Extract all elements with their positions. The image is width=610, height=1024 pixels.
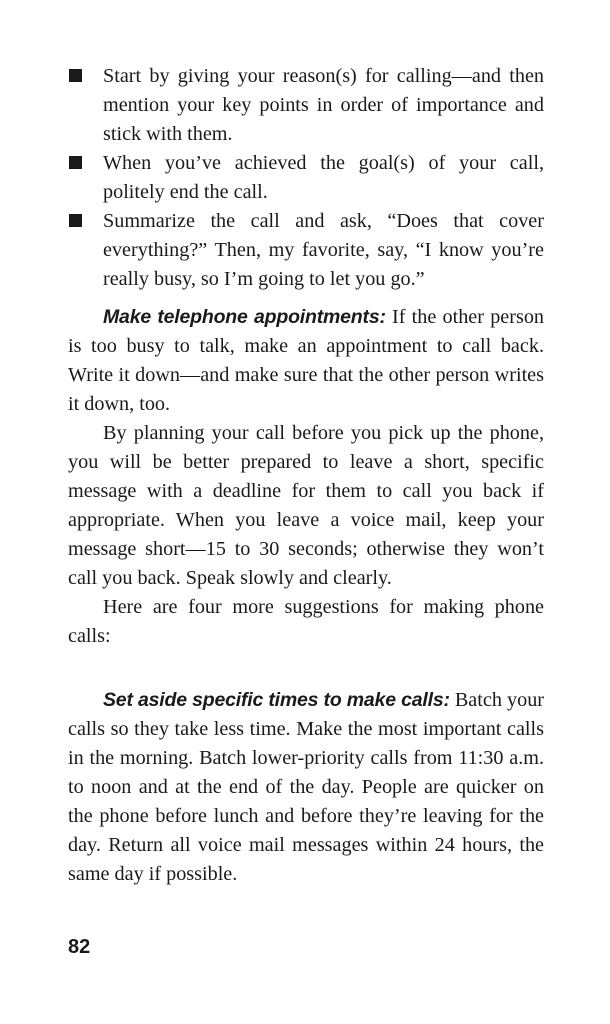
- bullet-text: Summarize the call and ask, “Does that cover everything?” Then, my favorite, say, “I know you’re really busy, so I’m going to let you go.”: [103, 210, 544, 290]
- square-bullet-icon: [69, 156, 82, 169]
- bullet-item: [68, 62, 544, 149]
- bullet-item: [68, 207, 544, 294]
- paragraph-suggestions-intro: Here are four more suggestions for making phone calls:: [68, 596, 544, 647]
- bullet-text: When you’ve achieved the goal(s) of your call, politely end the call.: [103, 152, 544, 203]
- run-in-heading: Set aside specific times to make calls:: [103, 689, 450, 711]
- page-number: 82: [68, 936, 91, 958]
- paragraph-appointments: [68, 303, 544, 419]
- bullet-list: [68, 62, 544, 294]
- paragraph-text: Batch your calls so they take less time. Make the most important calls in the morning. Batch lower-priority calls from 11:30 a.m. to noon and at the end of the day. People are quicker on the phone before lunch and before they’re leaving for the day. Return all voice mail messages within 24 hours, the same day if possible.: [68, 689, 545, 885]
- body-section-specific-times: [68, 686, 544, 889]
- bullet-text: Start by giving your reason(s) for calling—and then mention your key points in order of importance and stick with them.: [103, 65, 544, 145]
- square-bullet-icon: [69, 69, 82, 82]
- square-bullet-icon: [69, 214, 82, 227]
- paragraph-text: If the other person is too busy to talk, make an appointment to call back. Write it down—and make sure that the other person writes it down, too.: [68, 306, 545, 415]
- body-section-appointments: [68, 303, 544, 651]
- run-in-heading: Make telephone appointments:: [103, 306, 386, 328]
- paragraph-planning: By planning your call before you pick up the phone, you will be better prepared to leave a short, specific message with a deadline for them to call you back if appropriate. When you leave a voice mail, keep your message short—15 to 30 seconds; otherwise they won’t call you back. Speak slowly and clearly.: [68, 422, 544, 589]
- bullet-item: [68, 149, 544, 207]
- paragraph-specific-times: [68, 686, 544, 889]
